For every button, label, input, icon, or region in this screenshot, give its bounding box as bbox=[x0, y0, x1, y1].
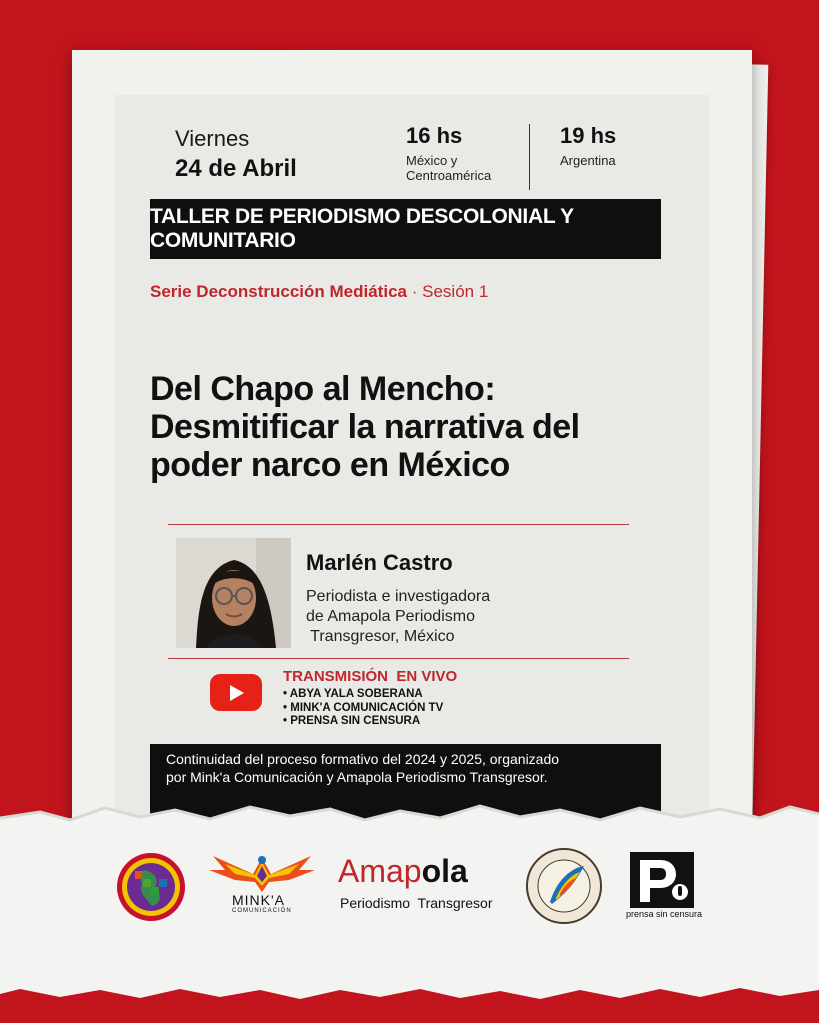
speaker-photo bbox=[176, 538, 291, 648]
amapola-wordmark-la: la bbox=[441, 853, 468, 889]
workshop-title: TALLER DE PERIODISMO DESCOLONIAL Y COMUNITARIO bbox=[150, 205, 574, 252]
speaker-role-line: de Amapola Periodismo bbox=[306, 608, 475, 625]
amapola-wordmark-o: o bbox=[421, 853, 442, 889]
prensa-sin-censura-logo bbox=[630, 852, 694, 908]
divider-bottom bbox=[168, 658, 629, 659]
minka-subtitle: COMUNICACIÓN bbox=[232, 908, 292, 914]
abya-yala-logo bbox=[116, 852, 186, 922]
headline-line: Desmitificar la narrativa del bbox=[150, 408, 580, 446]
prensa-sin-censura-subtitle: prensa sin censura bbox=[626, 909, 703, 919]
red-periodistas-seal-icon bbox=[526, 848, 602, 924]
series-session: Sesión 1 bbox=[422, 282, 489, 301]
amapola-wordmark-a: Amap bbox=[338, 853, 422, 889]
stream-channel: • PRENSA SIN CENSURA bbox=[283, 715, 443, 729]
live-stream-title: TRANSMISIÓN EN VIVO bbox=[283, 668, 458, 685]
event-date: 24 de Abril bbox=[175, 155, 297, 182]
headline-line: Del Chapo al Mencho: bbox=[150, 370, 496, 408]
amapola-subtitle: Periodismo Transgresor bbox=[340, 895, 493, 911]
stream-channel: • MINK'A COMUNICACIÓN TV bbox=[283, 702, 443, 716]
workshop-banner bbox=[150, 199, 661, 259]
series-separator: · bbox=[411, 282, 418, 301]
minka-wordmark: MINK'A bbox=[232, 892, 286, 908]
headline-line: poder narco en México bbox=[150, 446, 510, 484]
series-name: Serie Deconstrucción Mediática bbox=[150, 282, 407, 301]
youtube-icon bbox=[210, 674, 262, 711]
event-day: Viernes bbox=[175, 126, 250, 151]
event-region-mexico: México y Centroamérica bbox=[406, 153, 492, 183]
continuity-note-line: por Mink'a Comunicación y Amapola Periodismo Transgresor. bbox=[166, 769, 548, 785]
speaker-role-line: Periodista e investigadora bbox=[306, 588, 491, 605]
headline bbox=[150, 370, 670, 484]
series-label bbox=[150, 282, 488, 302]
amapola-logo bbox=[338, 853, 468, 890]
event-time-mexico: 16 hs bbox=[406, 123, 463, 148]
divider-top bbox=[168, 524, 629, 525]
time-divider bbox=[529, 124, 530, 190]
speaker-role bbox=[306, 587, 556, 647]
event-time-argentina: 19 hs bbox=[560, 123, 617, 148]
speaker-name: Marlén Castro bbox=[306, 550, 453, 575]
stream-channel-list bbox=[283, 688, 443, 729]
speaker-role-line: Transgresor, México bbox=[306, 628, 455, 645]
stream-channel: • ABYA YALA SOBERANA bbox=[283, 688, 443, 702]
speaker-portrait bbox=[176, 538, 291, 648]
minka-condor-icon bbox=[205, 850, 320, 894]
continuity-note-line: Continuidad del proceso formativo del 2024 y 2025, organizado bbox=[166, 751, 560, 767]
event-region-argentina: Argentina bbox=[560, 153, 616, 168]
